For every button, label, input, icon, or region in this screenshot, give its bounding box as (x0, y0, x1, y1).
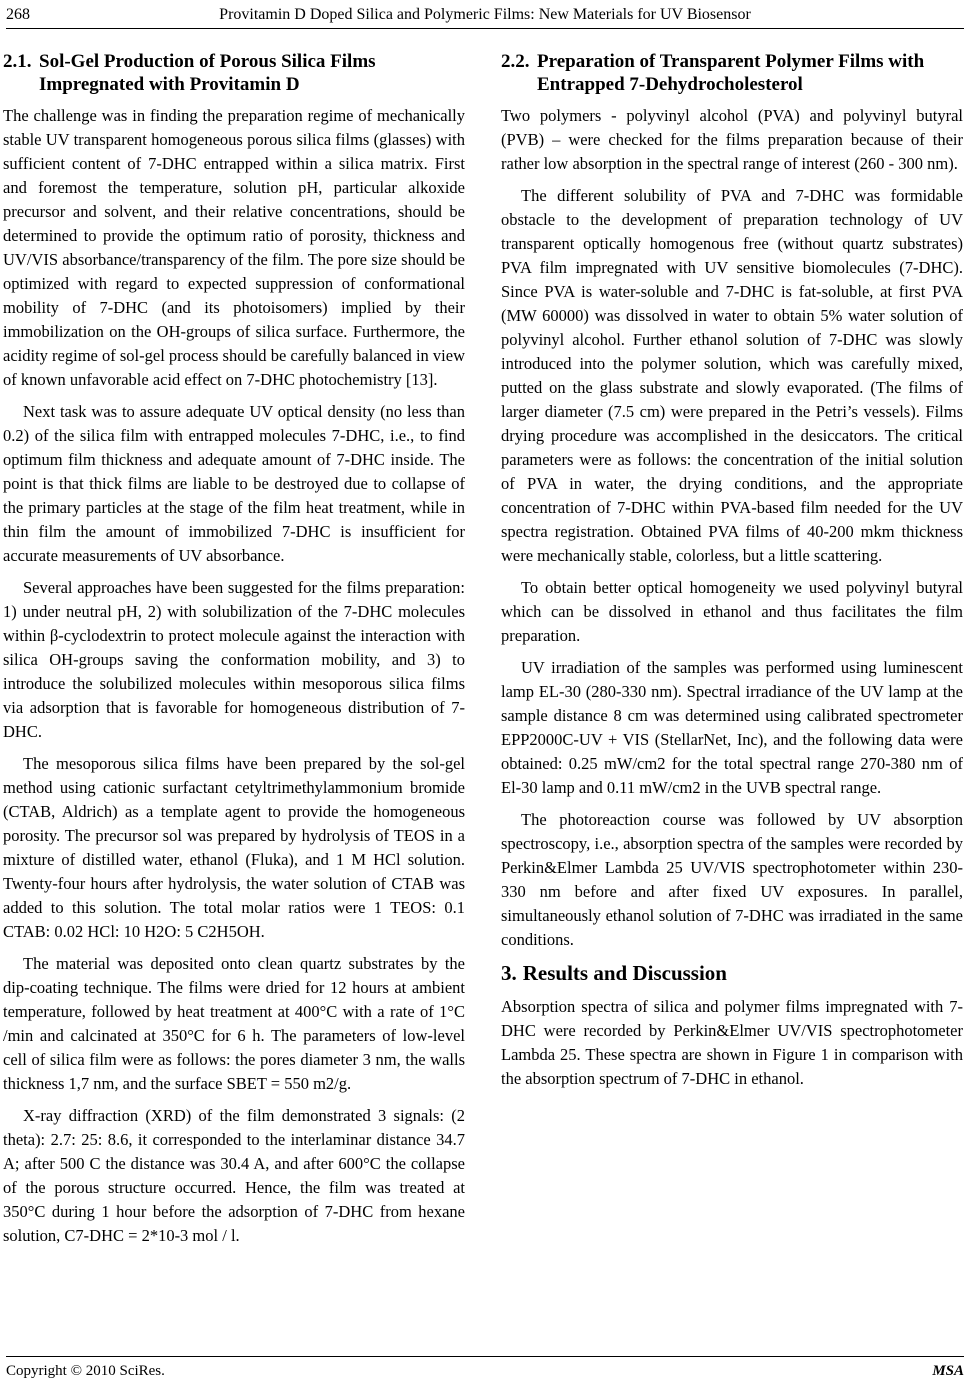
right-column (501, 50, 963, 1099)
journal-name: MSA (932, 1363, 964, 1379)
paragraph: X-ray diffraction (XRD) of the film demonstrated 3 signals: (2 theta): 2.7: 25: 8.6, it corresponded to the interlaminar distance 34.7 A; after 500 C the distance was 30.4 A, and after 600°C the collapse of the porous structure occurred. Hence, the film was treated at 350°C during 1 hour before the adsorption of 7-DHC from hexane solution, C7-DHC = 2*10-3 mol / l. (3, 1106, 465, 1245)
page-footer (6, 1356, 964, 1381)
copyright-text: Copyright © 2010 SciRes. (6, 1363, 165, 1379)
paragraph: The photoreaction course was followed by UV absorption spectroscopy, i.e., absorption spectra of the samples were recorded by Perkin&Elmer Lambda 25 UV/VIS spectrophotometer within 230-330 nm before and after fixed UV exposures. In parallel, simultaneously ethanol solution of 7-DHC was irradiated in the same conditions. (501, 810, 963, 949)
paragraph: UV irradiation of the samples was performed using luminescent lamp EL-30 (280-330 nm). Spectral irradiance of the UV lamp at the sample distance 8 cm was determined using calibrated spectrometer EPP2000C-UV + VIS (StellarNet, Inc), and the following data were obtained: 0.25 mW/cm2 for the total spectral range 270-380 nm of El-30 lamp and 0.11 mW/cm2 in the UVB spectral range. (501, 658, 963, 797)
section-heading-2-2: 2.2. Preparation of Transparent Polymer Films with Entrapped 7-Dehydrocholesterol (501, 51, 925, 95)
running-title: Provitamin D Doped Silica and Polymeric Films: New Materials for UV Biosensor (219, 6, 751, 23)
left-column (3, 50, 465, 1256)
paragraph: The different solubility of PVA and 7-DHC was formidable obstacle to the development of preparation technology of UV transparent optically homogenous free (without quartz substrates) PVA film impregnated with UV sensitive biomolecules (7-DHC). Since PVA is water-soluble and 7-DHC is fat-soluble, at first PVA (MW 60000) was dissolved in water to obtain 5% water solution of polyvinyl alcohol. Further ethanol solution of 7-DHC was slowly introduced into the polymer solution, which was carefully mixed, putted on the glass substrate and slowly evaporated. (The films of larger diameter (7.5 cm) were prepared in the Petri’s vessels). Films drying procedure was accomplished in the desiccators. The critical parameters were as follows: the concentration of the initial solution of PVA in water, the drying conditions, and the appropriate concentration of 7-DHC within PVA-based film needed for the UV spectra registration. Obtained PVA films of 40-200 mkm thickness were mechanically stable, colorless, but a little scattering. (501, 186, 963, 565)
paragraph: The mesoporous silica films have been prepared by the sol-gel method using cationic surfactant cetyltrimethylammonium bromide (CTAB, Aldrich) as a template agent to provide the homogeneous porosity. The precursor sol was prepared by hydrolysis of TEOS in a mixture of distilled water, ethanol (Fluka), and 1 M HCl solution. Twenty-four hours after hydrolysis, the water solution of CTAB was added to this solution. The total molar ratios were 1 TEOS: 0.1 CTAB: 0.02 HCl: 10 H2O: 5 C2H5OH. (3, 754, 465, 941)
paragraph: To obtain better optical homogeneity we used polyvinyl butyral which can be dissolved in ethanol and thus facilitates the film preparation. (501, 578, 963, 645)
paragraph: Next task was to assure adequate UV optical density (no less than 0.2) of the silica film with entrapped molecules 7-DHC, i.e., to find optimum film thickness and adequate amount of 7-DHC inside. The point is that thick films are liable to be destroyed due to collapse of the primary particles at the stage of the film heat treatment, while in thin film the amount of immobilized 7-DHC is insufficient for accurate measurements of UV absorbance. (3, 402, 465, 565)
page-number: 268 (6, 6, 30, 23)
section-heading-3: 3. Results and Discussion (501, 961, 727, 985)
paragraph: The material was deposited onto clean quartz substrates by the dip-coating technique. The films were dried for 12 hours at ambient temperature, followed by heat treatment at 400°C with a rate of 1°C /min and calcinated at 350°C for 6 h. The parameters of low-level cell of silica film were as follows: the pores diameter 3 nm, the walls thickness 1,7 nm, and the surface SBET = 550 m2/g. (3, 954, 465, 1093)
paragraph: Absorption spectra of silica and polymer films impregnated with 7-DHC were recorded by Perkin&Elmer UV/VIS spectrophotometer Lambda 25. These spectra are shown in Figure 1 in comparison with the absorption spectrum of 7-DHC in ethanol. (501, 997, 963, 1088)
page-header (6, 4, 964, 29)
section-heading-2-1: 2.1. Sol-Gel Production of Porous Silica Films Impregnated with Provitamin D (3, 51, 376, 95)
paragraph: Two polymers - polyvinyl alcohol (PVA) and polyvinyl butyral (PVB) – were checked for the films preparation because of their rather low absorption in the spectral range of interest (260 - 300 nm). (501, 106, 963, 173)
paragraph: Several approaches have been suggested for the films preparation: 1) under neutral pH, 2) with solubilization of the 7-DHC molecules within β-cyclodextrin to protect molecule against the interaction with silica OH-groups saving the conformation mobility, and 3) to introduce the solubilized molecules within mesoporous silica films via adsorption that is favorable for homogeneous distribution of 7-DHC. (3, 578, 465, 741)
paragraph: The challenge was in finding the preparation regime of mechanically stable UV transparent homogeneous porous silica films (glasses) with sufficient content of 7-DHC entrapped within a silica matrix. First and foremost the temperature, solution pH, particular alkoxide precursor and solvent, and their relative concentrations, should be determined to provide the optimum ratio of porosity, thickness and UV/VIS absorbance/transparency of the film. The pore size should be optimized with regard to expected suppression of conformational mobility of 7-DHC (and its photoisomers) implied by their immobilization on the OH-groups of silica surface. Furthermore, the acidity regime of sol-gel process should be carefully balanced in view of known unfavorable acid effect on 7-DHC photochemistry [13]. (3, 106, 465, 389)
